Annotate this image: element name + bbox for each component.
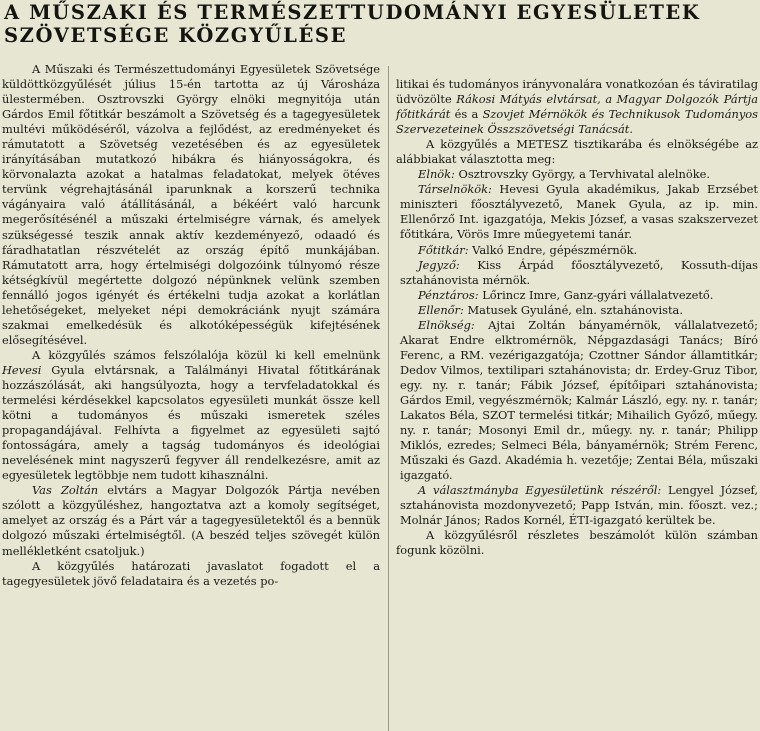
paragraph-hevesi: A közgyűlés számos felszólalója közül ki kell emelnünk Hevesi Gyula elvtársnak, a Találmányi Hivatal főtitkárának hozzászólását, aki hangsúlyozta, hogy a tervfeladatokkal és termelési kérdésekkel kapcsolatos egyesületi munkát össze kell kötni a tudományos és műszaki ismeretek széles propagandájával. Felhívta a figyelmet az egyesületi sajtó fontosságára, amely a tagság tudományos és ideológiai nevelésének mint nagyszerű fegyver áll rendelkezésre, amit az egyesületek legtöbbje nem tudott kihasználni. [2, 347, 380, 483]
paragraph-intro: A Műszaki és Természettudományi Egyesületek Szövetsége küldöttközgyűlését július 15-én tartotta az új Városháza ülestermében. Osztrovszki György elnöki megnyitója után Gárdos Emil főtitkár beszámolt a Szövetség és a tagegyesületek multévi működéséről, vázolva a fejlődést, az eredményeket és rámutatott a Szövetség vezetésében és az egyesületek irányításában mutatkozó hibákra és hiányosságokra, és körvonalazta azokat a hatalmas feladatokat, melyek ötéves tervünk végrehajtásánál iparunknak a korszerű technika vágányaira való átállításánál, a békéért való harcunk megerősítésénél a műszaki értelmiségre várnak, és amelyek szükségessé teszik annak aktív kezdeményező, odaadó és fáradhatatlan részvételét az ország építő munkájában. Rámutatott arra, hogy értelmiségi dolgozóink túlnyomó része kétségkívül megértette dolgozó népünknek velünk szemben fennálló jogos igényét és értékelni tudja azokat a korlátlan lehetőségeket, melyeket népi demokráciánk nyujt számára szakmai emelkedésük és alkotóképességük kifejtésének elősegítésével. [2, 62, 380, 347]
paragraph-vas-zoltan: Vas Zoltán elvtárs a Magyar Dolgozók Pártja nevében szólott a közgyűléshez, hangoztatva azt a komoly segítséget, amelyet az ország és a Párt vár a tagegyesületektől és a bennük dolgozó műszaki értelmiségtől. (A beszéd teljes szövegét külön mellékletként csatoljuk.) [2, 483, 380, 558]
officer-fotitkar: Főtitkár: Valkó Endre, gépészmérnök. [418, 242, 638, 257]
officer-jegyzo: Jegyző: Kiss Árpád főosztályvezető, Kossuth-díjas sztahánovista mérnök. [400, 257, 758, 287]
article-headline: A MŰSZAKI ÉS TERMÉSZETTUDOMÁNYI EGYESÜLETEK SZÖVETSÉGE KÖZGYŰLÉSE [4, 1, 701, 47]
left-column [2, 62, 380, 589]
paragraph-continuation: litikai és tudományos irányvonalára vonatkozóan és táviratilag üdvözölte Rákosi Mátyás elvtársat, a Magyar Dolgozók Pártja főtitkárát és a Szovjet Mérnökök és Technikusok Tudományos Szervezeteinek Összszövetségi Tanácsát. [396, 77, 758, 137]
officer-elnok: Elnök: Osztrovszky György, a Tervhivatal alelnöke. [418, 167, 710, 182]
officer-valasztmany: A választmányba Egyesületünk részéről: Lengyel József, sztahánovista mozdonyvezető; Papp István, min. főoszt. vez.; Molnár János; Rados Kornél, ÉTI-igazgató kerültek be. [400, 483, 758, 528]
officer-penztaros: Pénztáros: Lőrincz Imre, Ganz-gyári vállalatvezető. [418, 287, 714, 302]
right-column [396, 77, 758, 559]
paragraph-resolution: A közgyűlés határozati javaslatot fogadott el a tagegyesületek jövő feladataira és a vezetés po- [2, 558, 380, 588]
name-hevesi: Hevesi [2, 362, 42, 377]
officers-list [396, 167, 758, 528]
paragraph-closing: A közgyűlésről részletes beszámolót külön számban fogunk közölni. [396, 528, 758, 558]
name-vas-zoltan: Vas Zoltán [32, 483, 99, 498]
column-divider [388, 66, 389, 731]
name-rakosi: Rákosi Mátyás elvtársat, a Magyar Dolgozók Pártja főtitkárát [396, 92, 758, 122]
officer-ellenor: Ellenőr: Matusek Gyuláné, eln. sztahánovista. [418, 302, 683, 317]
officer-tarselnokok: Társelnökök: Hevesi Gyula akadémikus, Jakab Erzsébet miniszteri főosztályvezető, Manek Gyula, az ip. min. Ellenőrző Int. igazgatója, Mekis József, a vasas szakszervezet főtitkára, Vörös Imre műegyetemi tanár. [400, 182, 758, 242]
paragraph-election: A közgyűlés a METESZ tisztikarába és elnökségébe az alábbiakat választotta meg: [396, 137, 758, 167]
officer-elnokseg: Elnökség: Ajtai Zoltán bányamérnök, vállalatvezető; Akarat Endre elktromérnök, Népgazdasági Tanács; Bíró Ferenc, a RM. vezérigazgatója; Czottner Sándor államtitkár; Dedov Vilmos, textilipari sztahánovista; dr. Erdey-Gruz Tibor, egy. ny. r. tanár; Fábik József, építőipari sztahánovista; Gárdos Emil, vegyészmérnök; Kalmár László, egy. ny. r. tanár; Lakatos Béla, SZOT termelési titkár; Mihailich Győző, műegy. ny. r. tanár; Mosonyi Emil dr., műegy. ny. r. tanár; Philipp Miklós, ezredes; Selmeci Béla, bányamérnök; Strém Ferenc, Műszaki és Gazd. Akadémia h. vezetője; Zentai Béla, műszaki igazgató. [400, 317, 758, 483]
name-soviet-council: Szovjet Mérnökök és Technikusok Tudományos Szervezeteinek Összszövetségi Tanácsát. [396, 107, 758, 137]
